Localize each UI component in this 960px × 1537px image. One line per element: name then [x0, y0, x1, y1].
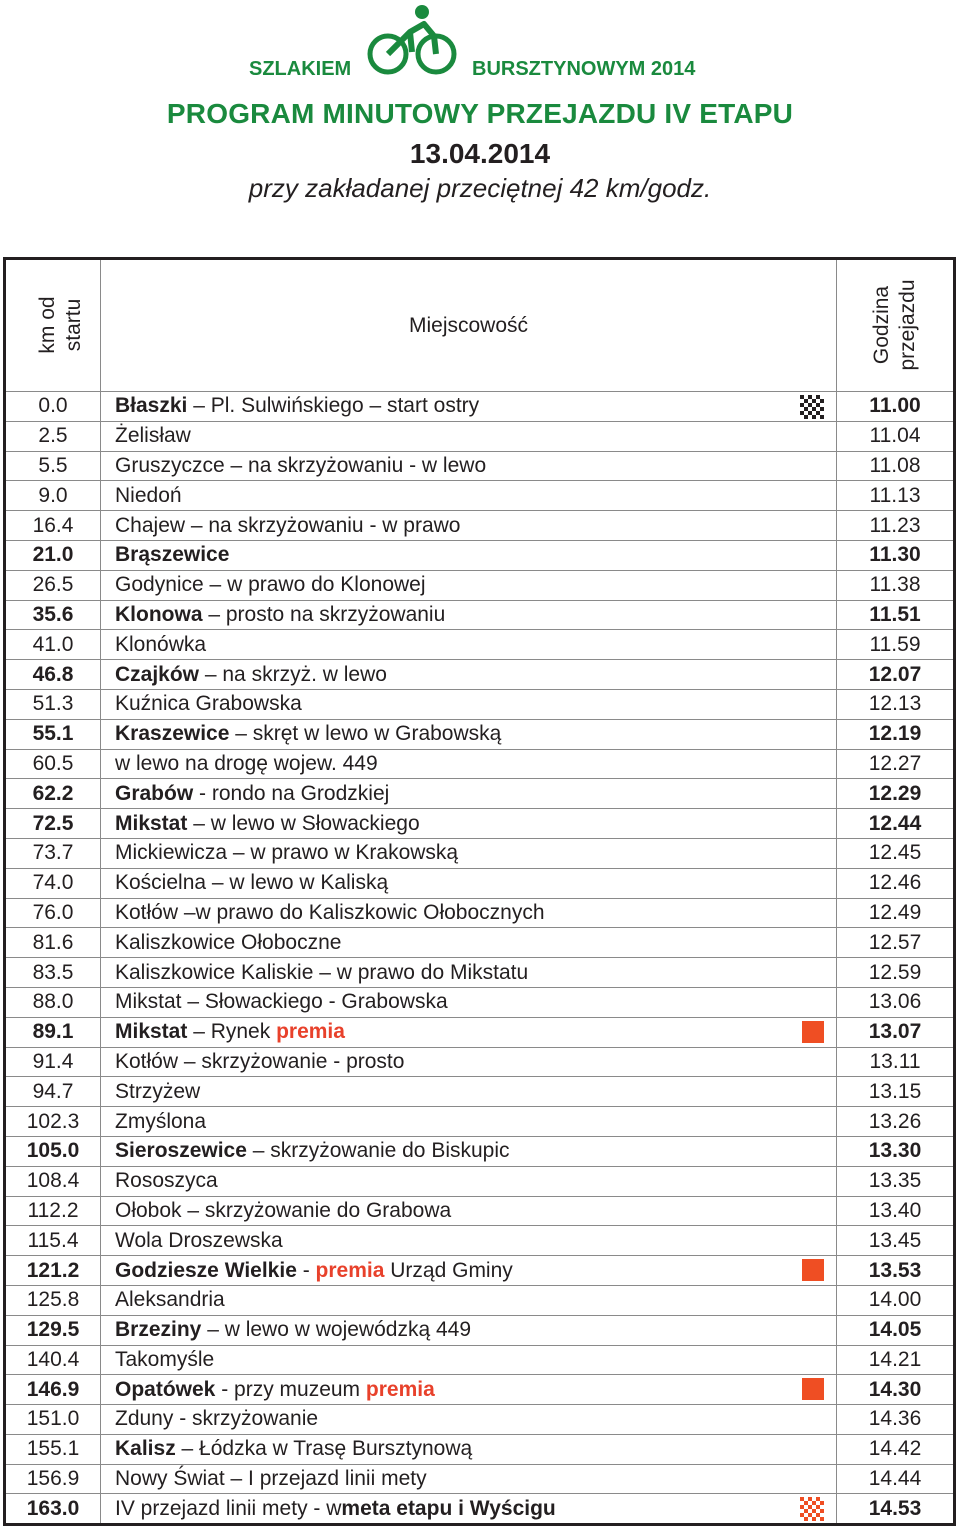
time-cell: 12.49 [837, 898, 955, 928]
premia-label: premia [276, 1020, 345, 1044]
place-cell [101, 600, 837, 630]
table-row [5, 570, 955, 600]
table-row [5, 838, 955, 868]
place-cell [101, 809, 837, 839]
time-cell: 13.45 [837, 1226, 955, 1256]
km-cell: 151.0 [5, 1405, 101, 1435]
km-cell: 35.6 [5, 600, 101, 630]
place-cell [101, 1315, 837, 1345]
header-place: Miejscowość [101, 259, 837, 392]
place-cell [101, 1375, 837, 1405]
place-cell [101, 749, 837, 779]
km-cell: 121.2 [5, 1256, 101, 1286]
time-cell: 12.27 [837, 749, 955, 779]
place-name: Błaszki [115, 394, 188, 418]
place-description: Godynice – w prawo do Klonowej [115, 573, 426, 597]
place-cell [101, 1256, 837, 1286]
place-description: – Łódzka w Trasę Bursztynową [175, 1437, 473, 1461]
km-cell: 72.5 [5, 809, 101, 839]
place-description: – w lewo w Słowackiego [187, 811, 420, 835]
table-row [5, 1136, 955, 1166]
place-description: Żelisław [115, 424, 191, 448]
table-row [5, 451, 955, 481]
place-description: Mickiewicza – w prawo w Krakowską [115, 841, 459, 865]
premia-label: premia [365, 1377, 435, 1401]
km-cell: 115.4 [5, 1226, 101, 1256]
time-cell: 12.44 [837, 809, 955, 839]
km-cell: 26.5 [5, 570, 101, 600]
premia-marker-icon [802, 1021, 824, 1043]
place-description: IV przejazd linii mety - w [115, 1496, 342, 1520]
km-cell: 129.5 [5, 1315, 101, 1345]
time-cell: 12.29 [837, 779, 955, 809]
time-cell: 14.21 [837, 1345, 955, 1375]
place-cell [101, 838, 837, 868]
km-cell: 46.8 [5, 660, 101, 690]
table-header-row [5, 259, 955, 392]
schedule-rows [5, 392, 955, 1525]
km-cell: 88.0 [5, 987, 101, 1017]
table-row [5, 1196, 955, 1226]
km-cell: 41.0 [5, 630, 101, 660]
km-cell: 156.9 [5, 1464, 101, 1494]
km-cell: 76.0 [5, 898, 101, 928]
place-name: Mikstat [115, 811, 188, 835]
table-row [5, 1375, 955, 1405]
table-row [5, 1256, 955, 1286]
place-description: – w lewo w wojewódzką 449 [201, 1318, 471, 1342]
table-row [5, 1434, 955, 1464]
place-cell [101, 779, 837, 809]
km-cell: 140.4 [5, 1345, 101, 1375]
table-row [5, 540, 955, 570]
place-cell [101, 1166, 837, 1196]
time-cell: 11.30 [837, 540, 955, 570]
place-name: Brąszewice [115, 543, 230, 567]
time-cell: 12.07 [837, 660, 955, 690]
km-cell: 83.5 [5, 958, 101, 988]
table-row [5, 1315, 955, 1345]
table-row [5, 719, 955, 749]
time-cell: 11.23 [837, 511, 955, 541]
time-cell: 13.53 [837, 1256, 955, 1286]
km-cell: 146.9 [5, 1375, 101, 1405]
stage-date: 13.04.2014 [409, 138, 551, 169]
place-cell [101, 719, 837, 749]
place-cell [101, 898, 837, 928]
time-cell: 11.00 [837, 392, 955, 422]
km-cell: 51.3 [5, 689, 101, 719]
orange-square-icon [802, 1021, 824, 1043]
place-description: Kotłów – skrzyżowanie - prosto [115, 1049, 405, 1073]
place-cell [101, 421, 837, 451]
place-description: - przy muzeum [215, 1377, 366, 1401]
km-cell: 73.7 [5, 838, 101, 868]
table-row [5, 898, 955, 928]
time-cell: 12.19 [837, 719, 955, 749]
table-row [5, 1464, 955, 1494]
time-cell: 14.00 [837, 1285, 955, 1315]
km-cell: 0.0 [5, 392, 101, 422]
place-cell [101, 1405, 837, 1435]
place-description: - [296, 1258, 316, 1282]
place-description: Kaliszkowice Ołoboczne [115, 930, 342, 954]
place-description: – Rynek [187, 1020, 277, 1044]
table-row [5, 928, 955, 958]
km-cell: 16.4 [5, 511, 101, 541]
time-cell: 11.51 [837, 600, 955, 630]
place-description: Ołobok – skrzyżowanie do Grabowa [115, 1198, 452, 1222]
checkered-finish-flag-icon [800, 1497, 824, 1521]
table-row [5, 481, 955, 511]
place-description: Kuźnica Grabowska [115, 692, 302, 716]
table-row [5, 1405, 955, 1435]
time-cell: 13.26 [837, 1107, 955, 1137]
place-description: w lewo na drogę wojew. 449 [115, 751, 378, 775]
table-row [5, 1047, 955, 1077]
km-cell: 55.1 [5, 719, 101, 749]
km-cell: 21.0 [5, 540, 101, 570]
schedule-table [3, 257, 956, 1526]
table-row [5, 987, 955, 1017]
place-description: – skrzyżowanie do Biskupic [246, 1139, 510, 1163]
place-cell [101, 868, 837, 898]
table-row [5, 1345, 955, 1375]
premia-marker-icon [802, 1378, 824, 1400]
place-cell [101, 1464, 837, 1494]
table-row [5, 689, 955, 719]
place-name: Kraszewice [115, 722, 230, 746]
place-description: Kotłów –w prawo do Kaliszkowic Ołobocznych [115, 900, 545, 924]
table-row [5, 600, 955, 630]
place-cell [101, 1226, 837, 1256]
km-cell: 89.1 [5, 1017, 101, 1047]
finish-label: meta etapu i Wyścigu [341, 1496, 556, 1520]
km-cell: 112.2 [5, 1196, 101, 1226]
km-cell: 62.2 [5, 779, 101, 809]
place-cell [101, 1196, 837, 1226]
place-cell [101, 1047, 837, 1077]
place-description: – skręt w lewo w Grabowską [229, 722, 502, 746]
table-row [5, 868, 955, 898]
place-description: Zmyślona [115, 1109, 207, 1133]
place-cell [101, 660, 837, 690]
place-description: Strzyżew [115, 1079, 201, 1103]
place-name: Czajków [115, 662, 200, 686]
cyclist-logo-icon [366, 2, 462, 80]
place-description: Kościelna – w lewo w Kaliską [115, 871, 389, 895]
table-row [5, 1017, 955, 1047]
place-cell [101, 987, 837, 1017]
km-cell: 5.5 [5, 451, 101, 481]
time-cell: 12.45 [837, 838, 955, 868]
time-cell: 13.35 [837, 1166, 955, 1196]
premia-marker-icon [802, 1259, 824, 1281]
time-cell: 14.42 [837, 1434, 955, 1464]
place-name: Sieroszewice [115, 1139, 247, 1163]
time-cell: 14.30 [837, 1375, 955, 1405]
place-description: Gruszyczce – na skrzyżowaniu - w lewo [115, 453, 487, 477]
premia-label: premia [315, 1258, 385, 1282]
place-description: Rososzyca [115, 1169, 218, 1193]
km-cell: 2.5 [5, 421, 101, 451]
time-cell: 11.08 [837, 451, 955, 481]
time-cell: 12.59 [837, 958, 955, 988]
km-cell: 81.6 [5, 928, 101, 958]
place-cell [101, 958, 837, 988]
table-row [5, 511, 955, 541]
time-cell: 12.46 [837, 868, 955, 898]
time-cell: 14.44 [837, 1464, 955, 1494]
brand-left-text: SZLAKIEM [249, 58, 352, 80]
header-km-label: km od startu [36, 296, 85, 354]
place-cell [101, 1494, 837, 1525]
table-row [5, 660, 955, 690]
place-description: Nowy Świat – I przejazd linii mety [115, 1467, 427, 1491]
place-name: Klonowa [115, 602, 203, 626]
table-row [5, 1226, 955, 1256]
place-description: Klonówka [115, 632, 207, 656]
time-cell: 13.30 [837, 1136, 955, 1166]
km-cell: 9.0 [5, 481, 101, 511]
time-cell: 14.36 [837, 1405, 955, 1435]
orange-square-icon [802, 1378, 824, 1400]
header-time-label: Godzina przejazdu [870, 279, 919, 371]
table-row [5, 1077, 955, 1107]
place-cell [101, 1345, 837, 1375]
place-cell [101, 630, 837, 660]
time-cell: 13.07 [837, 1017, 955, 1047]
header-time [837, 259, 955, 392]
place-name: Grabów [115, 781, 194, 805]
time-cell: 14.53 [837, 1494, 955, 1525]
km-cell: 105.0 [5, 1136, 101, 1166]
place-name: Kalisz [115, 1437, 176, 1461]
place-name: Brzeziny [115, 1318, 202, 1342]
checkered-start-flag-icon [800, 395, 824, 419]
place-cell [101, 1434, 837, 1464]
place-description-extra: Urząd Gminy [384, 1258, 513, 1282]
km-cell: 91.4 [5, 1047, 101, 1077]
table-row [5, 392, 955, 422]
place-name: Mikstat [115, 1020, 188, 1044]
place-description: Takomyśle [115, 1347, 215, 1371]
place-description: Mikstat – Słowackiego - Grabowska [115, 990, 448, 1014]
header-km [5, 259, 101, 392]
time-cell: 11.59 [837, 630, 955, 660]
place-description: – Pl. Sulwińskiego – start ostry [187, 394, 480, 418]
place-cell [101, 511, 837, 541]
time-cell: 11.04 [837, 421, 955, 451]
place-description: – na skrzyż. w lewo [199, 662, 387, 686]
place-cell [101, 451, 837, 481]
table-row [5, 1166, 955, 1196]
place-name: Godziesze Wielkie [115, 1258, 297, 1282]
table-row [5, 421, 955, 451]
time-cell: 13.15 [837, 1077, 955, 1107]
km-cell: 94.7 [5, 1077, 101, 1107]
page-title: PROGRAM MINUTOWY PRZEJAZDU IV ETAPU [166, 98, 794, 129]
km-cell: 155.1 [5, 1434, 101, 1464]
place-cell [101, 392, 837, 422]
place-cell [101, 481, 837, 511]
page-header [0, 0, 960, 256]
place-cell [101, 1136, 837, 1166]
table-row [5, 779, 955, 809]
table-row [5, 958, 955, 988]
place-cell [101, 689, 837, 719]
time-cell: 14.05 [837, 1315, 955, 1345]
km-cell: 60.5 [5, 749, 101, 779]
km-cell: 108.4 [5, 1166, 101, 1196]
km-cell: 163.0 [5, 1494, 101, 1525]
place-description: Wola Droszewska [115, 1228, 283, 1252]
place-description: Kaliszkowice Kaliskie – w prawo do Mikstatu [115, 960, 529, 984]
table-row [5, 630, 955, 660]
brand-right-text: BURSZTYNOWYM 2014 [472, 58, 696, 80]
average-speed-note: przy zakładanej przeciętnej 42 km/godz. [248, 173, 712, 203]
table-row [5, 1494, 955, 1525]
place-cell [101, 1107, 837, 1137]
place-cell [101, 1017, 837, 1047]
table-row [5, 809, 955, 839]
place-cell [101, 1077, 837, 1107]
place-description: - rondo na Grodzkiej [193, 781, 390, 805]
place-description: – prosto na skrzyżowaniu [202, 602, 446, 626]
time-cell: 12.57 [837, 928, 955, 958]
place-cell [101, 1285, 837, 1315]
place-description: Niedoń [115, 483, 182, 507]
place-cell [101, 540, 837, 570]
time-cell: 11.13 [837, 481, 955, 511]
time-cell: 12.13 [837, 689, 955, 719]
km-cell: 74.0 [5, 868, 101, 898]
time-cell: 13.06 [837, 987, 955, 1017]
orange-square-icon [802, 1259, 824, 1281]
km-cell: 125.8 [5, 1285, 101, 1315]
km-cell: 102.3 [5, 1107, 101, 1137]
place-name: Opatówek [115, 1377, 216, 1401]
time-cell: 11.38 [837, 570, 955, 600]
place-cell [101, 928, 837, 958]
place-description: Zduny - skrzyżowanie [115, 1407, 319, 1431]
time-cell: 13.40 [837, 1196, 955, 1226]
table-row [5, 1285, 955, 1315]
table-row [5, 1107, 955, 1137]
place-description: Chajew – na skrzyżowaniu - w prawo [115, 513, 461, 537]
table-row [5, 749, 955, 779]
place-description: Aleksandria [115, 1288, 225, 1312]
time-cell: 13.11 [837, 1047, 955, 1077]
place-cell [101, 570, 837, 600]
